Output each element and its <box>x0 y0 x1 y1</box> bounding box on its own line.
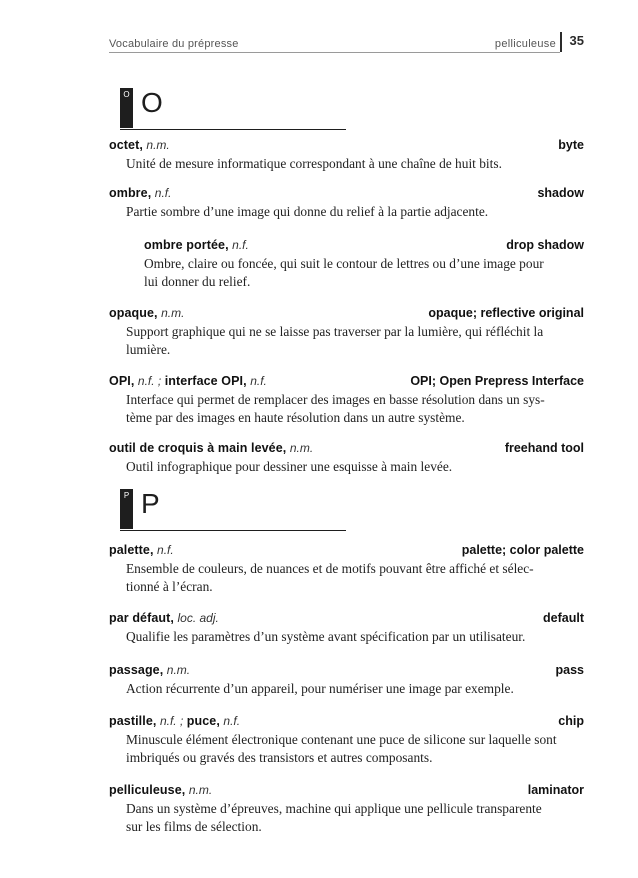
grammar: n.f. <box>250 374 267 388</box>
book-title: Vocabulaire du prépresse <box>109 38 239 50</box>
term: octet, <box>109 138 143 152</box>
grammar: n.f. <box>157 543 174 557</box>
header-rule <box>109 52 560 53</box>
definition-line: Partie sombre d’une image qui donne du relief à la partie adjacente. <box>126 204 489 219</box>
definition-line: Minuscule élément électronique contenant une puce de silicone sur laquelle sont <box>126 732 557 747</box>
definition-line: Dans un système d’épreuves, machine qui applique une pellicule transparente <box>126 801 542 816</box>
entry-opaque <box>109 306 584 359</box>
english-equivalent: OPI; Open Prepress Interface <box>410 374 584 388</box>
term-synonym: interface OPI, <box>164 374 247 388</box>
term: passage, <box>109 663 164 677</box>
section-heading-p <box>120 489 346 533</box>
definition-line: Support graphique qui ne se laisse pas traverser par la lumière, qui réfléchit la <box>126 324 544 339</box>
term-synonym: puce, <box>186 714 220 728</box>
term: OPI, <box>109 374 135 388</box>
entry-octet <box>109 138 584 173</box>
term: ombre portée, <box>144 238 229 252</box>
entry-par-defaut <box>109 611 584 646</box>
english-equivalent: shadow <box>537 186 584 200</box>
header-divider <box>560 32 562 52</box>
grammar: n.m. <box>146 138 170 152</box>
english-equivalent: byte <box>558 138 584 152</box>
definition-line: Outil infographique pour dessiner une esquisse à main levée. <box>126 459 453 474</box>
grammar: n.f. ; <box>137 374 162 388</box>
term: pastille, <box>109 714 157 728</box>
english-equivalent: palette; color palette <box>461 543 584 557</box>
definition-line: tionné à l’écran. <box>126 579 213 594</box>
english-equivalent: freehand tool <box>504 441 584 455</box>
grammar: n.m. <box>166 663 191 677</box>
term: palette, <box>109 543 154 557</box>
definition-line: Unité de mesure informatique correspondant à une chaîne de huit bits. <box>126 156 502 171</box>
definition-line: lui donner du relief. <box>144 274 251 289</box>
term: ombre, <box>109 186 152 200</box>
entry-pastille <box>109 714 584 767</box>
entry-opi <box>109 374 584 427</box>
entry-pelliculeuse <box>109 783 584 836</box>
entry-ombre <box>109 186 584 221</box>
running-word: pelliculeuse <box>494 38 556 50</box>
definition-line: Ombre, claire ou foncée, qui suit le contour de lettres ou d’une image pour <box>144 256 544 271</box>
section-letter-p: P <box>141 488 160 519</box>
section-tab-o: O <box>120 88 133 128</box>
entry-outil-de-croquis <box>109 441 584 476</box>
grammar: loc. adj. <box>177 611 219 625</box>
definition-line: Action récurrente d’un appareil, pour numériser une image par exemple. <box>126 681 514 696</box>
section-rule <box>120 129 346 130</box>
term: par défaut, <box>109 611 174 625</box>
page-number: 35 <box>569 33 584 48</box>
running-header <box>109 30 584 52</box>
section-rule <box>120 530 346 531</box>
definition-line: Interface qui permet de remplacer des images en basse résolution dans un sys- <box>126 392 545 407</box>
english-equivalent: laminator <box>527 783 584 797</box>
english-equivalent: drop shadow <box>506 238 584 252</box>
term: outil de croquis à main levée, <box>109 441 287 455</box>
grammar: n.f. <box>223 714 241 728</box>
entry-ombre-portee <box>144 238 584 291</box>
grammar: n.m. <box>188 783 213 797</box>
entry-palette <box>109 543 584 596</box>
grammar: n.f. <box>154 186 172 200</box>
english-equivalent: chip <box>558 714 584 728</box>
section-heading-o <box>120 88 346 132</box>
entry-passage <box>109 663 584 698</box>
grammar: n.f. ; <box>159 714 184 728</box>
grammar: n.f. <box>232 238 249 252</box>
definition-line: lumière. <box>126 342 171 357</box>
english-equivalent: default <box>543 611 584 625</box>
grammar: n.m. <box>161 306 185 320</box>
definition-line: Ensemble de couleurs, de nuances et de motifs pouvant être affiché et sélec- <box>126 561 534 576</box>
english-equivalent: opaque; reflective original <box>428 306 584 320</box>
term: opaque, <box>109 306 158 320</box>
english-equivalent: pass <box>555 663 584 677</box>
definition-line: Qualifie les paramètres d’un système avant spécification par un utilisateur. <box>126 629 526 644</box>
definition-line: sur les films de sélection. <box>126 819 262 834</box>
definition-line: imbriqués ou gravés des transistors et autres composants. <box>126 750 433 765</box>
term: pelliculeuse, <box>109 783 186 797</box>
grammar: n.m. <box>289 441 314 455</box>
definition-line: tème par des images en haute résolution dans un autre système. <box>126 410 465 425</box>
section-letter-o: O <box>141 87 163 118</box>
section-tab-p: P <box>120 489 133 529</box>
